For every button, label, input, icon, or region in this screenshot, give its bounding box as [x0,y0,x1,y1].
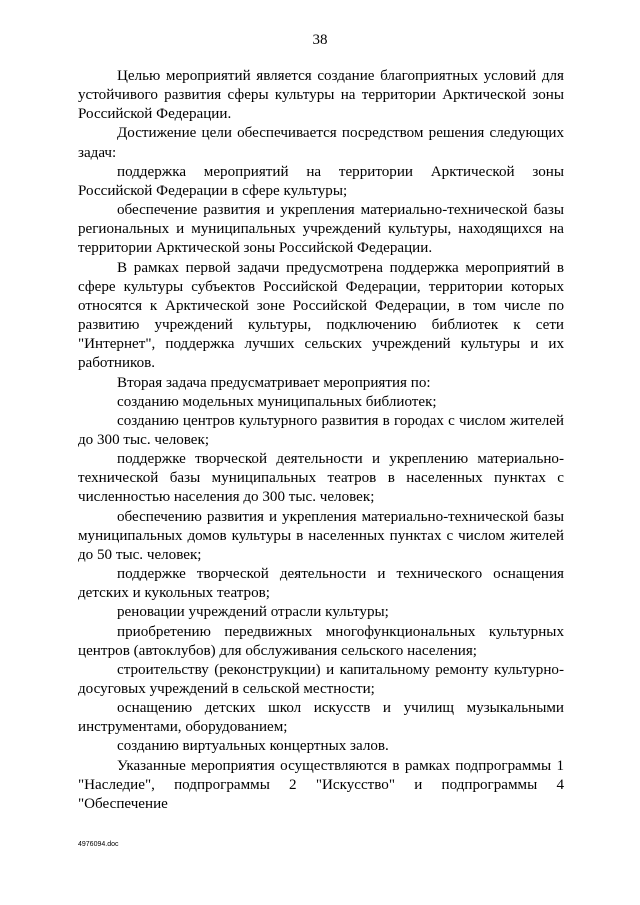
paragraph-goal: Целью мероприятий является создание благоприятных условий для устойчивого развития сферы культуры на территории Арктической зоны Российской Федерации. [78,68,564,123]
paragraph-task-2: обеспечение развития и укрепления материально-технической базы региональных и муниципальных учреждений культуры, находящихся на территории Арктической зоны Российской Федерации. [78,202,564,257]
footer-filename: 4976094.doc [78,841,119,848]
paragraph-second-task-intro: Вторая задача предусматривает мероприятия по: [117,374,431,391]
paragraph-tasks-intro: Достижение цели обеспечивается посредством решения следующих задач: [78,125,564,161]
list-item-art-schools: оснащению детских школ искусств и училищ музыкальными инструментами, оборудованием; [78,700,564,736]
list-item-cultural-centers: созданию центров культурного развития в городах с числом жителей до 300 тыс. человек; [78,412,564,448]
paragraph-first-task-details: В рамках первой задачи предусмотрена поддержка мероприятий в сфере культуры субъектов Российской Федерации, территории которых относятся к Арктической зоне Российской Федерации, в том числе по развитию учреждений культуры, подключению библиотек к сети "Интернет", поддержка лучших сельских учреждений культуры и их работников. [78,259,564,372]
list-item-childrens-theatres: поддержке творческой деятельности и технического оснащения детских и кукольных театров; [78,566,564,602]
list-item-virtual-halls: созданию виртуальных концертных залов. [117,738,389,755]
paragraph-task-1: поддержка мероприятий на территории Арктической зоны Российской Федерации в сфере культуры; [78,163,564,199]
list-item-renovation: реновации учреждений отрасли культуры; [117,604,389,621]
list-item-municipal-theatres: поддержке творческой деятельности и укреплению материально-технической базы муниципальных театров в населенных пунктах с численностью населения до 300 тыс. человек; [78,451,564,506]
list-item-houses-of-culture: обеспечению развития и укрепления материально-технической базы муниципальных домов культуры в населенных пунктах с числом жителей до 50 тыс. человек; [78,508,564,563]
paragraph-subprograms: Указанные мероприятия осуществляются в рамках подпрограммы 1 "Наследие", подпрограммы 2 "Искусство" и подпрограммы 4 "Обеспечение [78,757,564,812]
page-number: 38 [312,32,328,48]
document-body [78,67,564,814]
list-item-mobile-centers: приобретению передвижных многофункциональных культурных центров (автоклубов) для обслуживания сельского населения; [78,623,564,659]
list-item-model-libraries: созданию модельных муниципальных библиотек; [117,393,437,410]
list-item-construction: строительству (реконструкции) и капитальному ремонту культурно-досуговых учреждений в сельской местности; [78,661,564,697]
